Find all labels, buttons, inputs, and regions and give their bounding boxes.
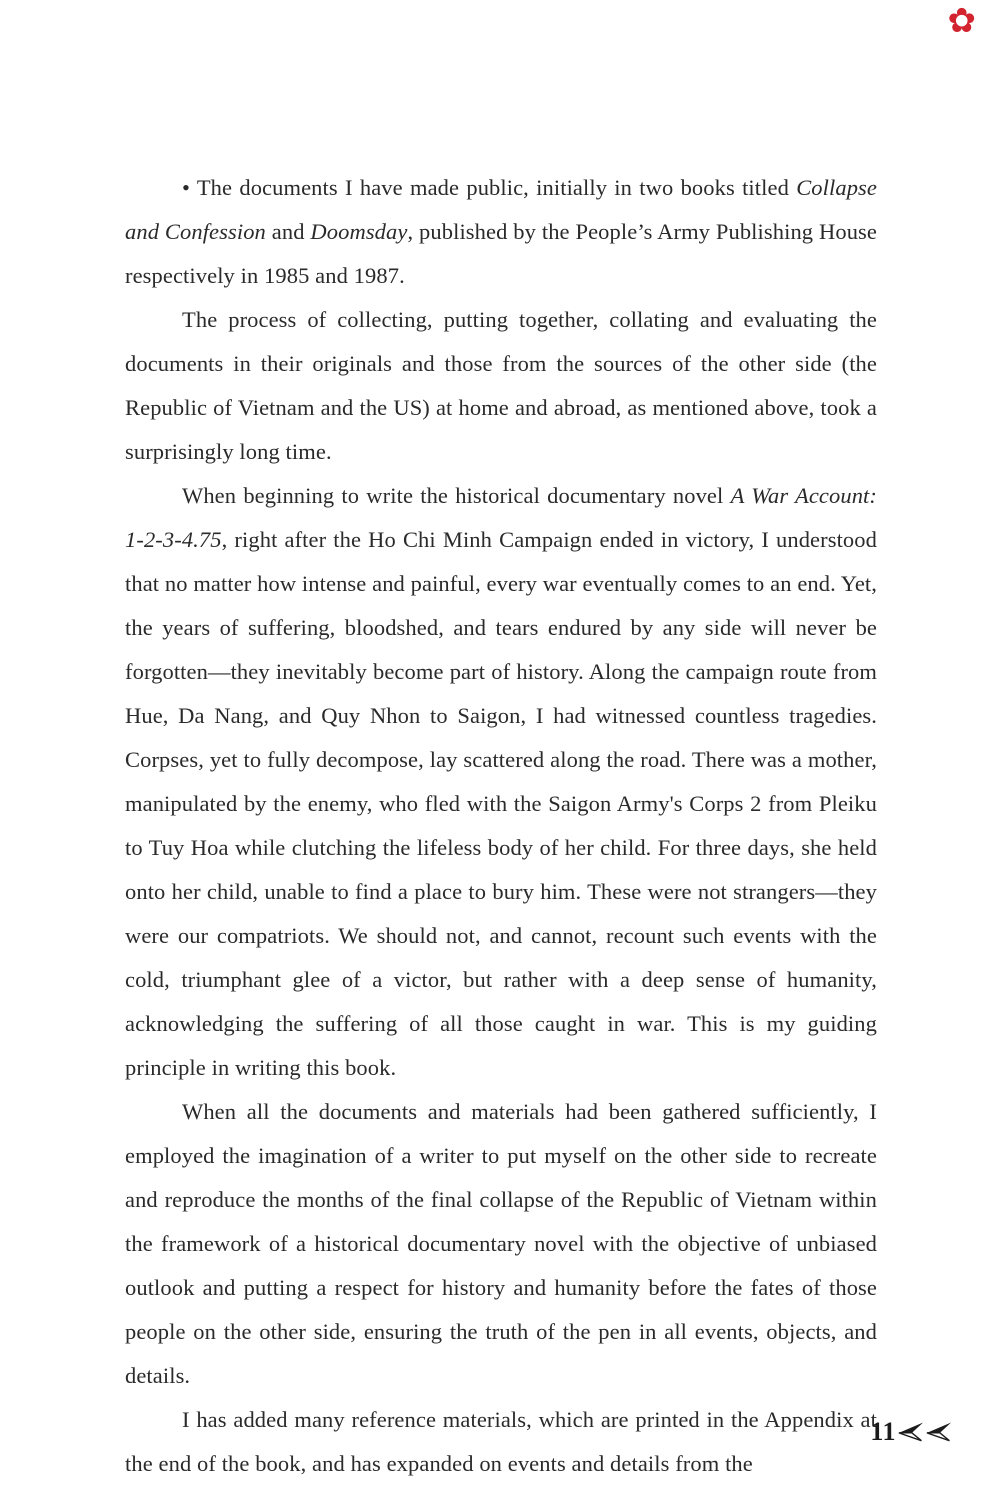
text-run: and [265,219,311,244]
back-arrow-icon [898,1420,924,1444]
back-arrow-icon [926,1420,952,1444]
italic-text-run: Doomsday [310,219,408,244]
text-run: , right after the Ho Chi Minh Campaign ended in victory, I understood that no matter how intense and painful, every war eventually comes to an end. Yet, the years of suffering, bloodshed, and tears endured by any side will never be forgotten—they inevitably become part of history. Along the campaign route from Hue, Da Nang, and Quy Nhon to Saigon, I had witnessed countless tragedies. Corpses, yet to fully decompose, lay scattered along the road. There was a mother, manipulated by the enemy, who fled with the Saigon Army's Corps 2 from Pleiku to Tuy Hoa while clutching the lifeless body of her child. For three days, she held onto her child, unable to find a place to bury him. These were not strangers—they were our compatriots. We should not, and cannot, recount such events with the cold, triumphant glee of a victor, but rather with a deep sense of humanity, acknowledging the suffering of all those caught in war. This is my guiding principle in writing this book. [125,527,877,1080]
paragraph [125,166,877,298]
text-run: I has added many reference materials, which are printed in the Appendix at the end of the book, and has expanded on events and details from the [125,1407,877,1476]
text-block [125,166,877,1486]
paragraph [125,298,877,474]
text-run: The process of collecting, putting together, collating and evaluating the documents in their originals and those from the sources of the other side (the Republic of Vietnam and the US) at home and abroad, as mentioned above, took a surprisingly long time. [125,307,877,464]
text-run: When beginning to write the historical documentary novel [182,483,731,508]
italic-text-run: A War Account: 1-2-3-4.75 [125,483,877,552]
text-run: , published by the People’s Army Publishing House respectively in 1985 and 1987. [125,219,877,288]
flower-ornament-icon: ✿ [947,3,976,40]
paragraph [125,1090,877,1398]
italic-text-run: Collapse and Confession [125,175,877,244]
text-run: • The documents I have made public, initially in two books titled [182,175,797,200]
page-number: 11 [870,1417,896,1446]
text-run: When all the documents and materials had been gathered sufficiently, I employed the imagination of a writer to put myself on the other side to recreate and reproduce the months of the final collapse of the Republic of Vietnam within the framework of a historical documentary novel with the objective of unbiased outlook and putting a respect for history and humanity before the fates of those people on the other side, ensuring the truth of the pen in all events, objects, and details. [125,1099,877,1388]
page-footer [870,1417,952,1447]
paragraph [125,1398,877,1486]
paragraph [125,474,877,1090]
